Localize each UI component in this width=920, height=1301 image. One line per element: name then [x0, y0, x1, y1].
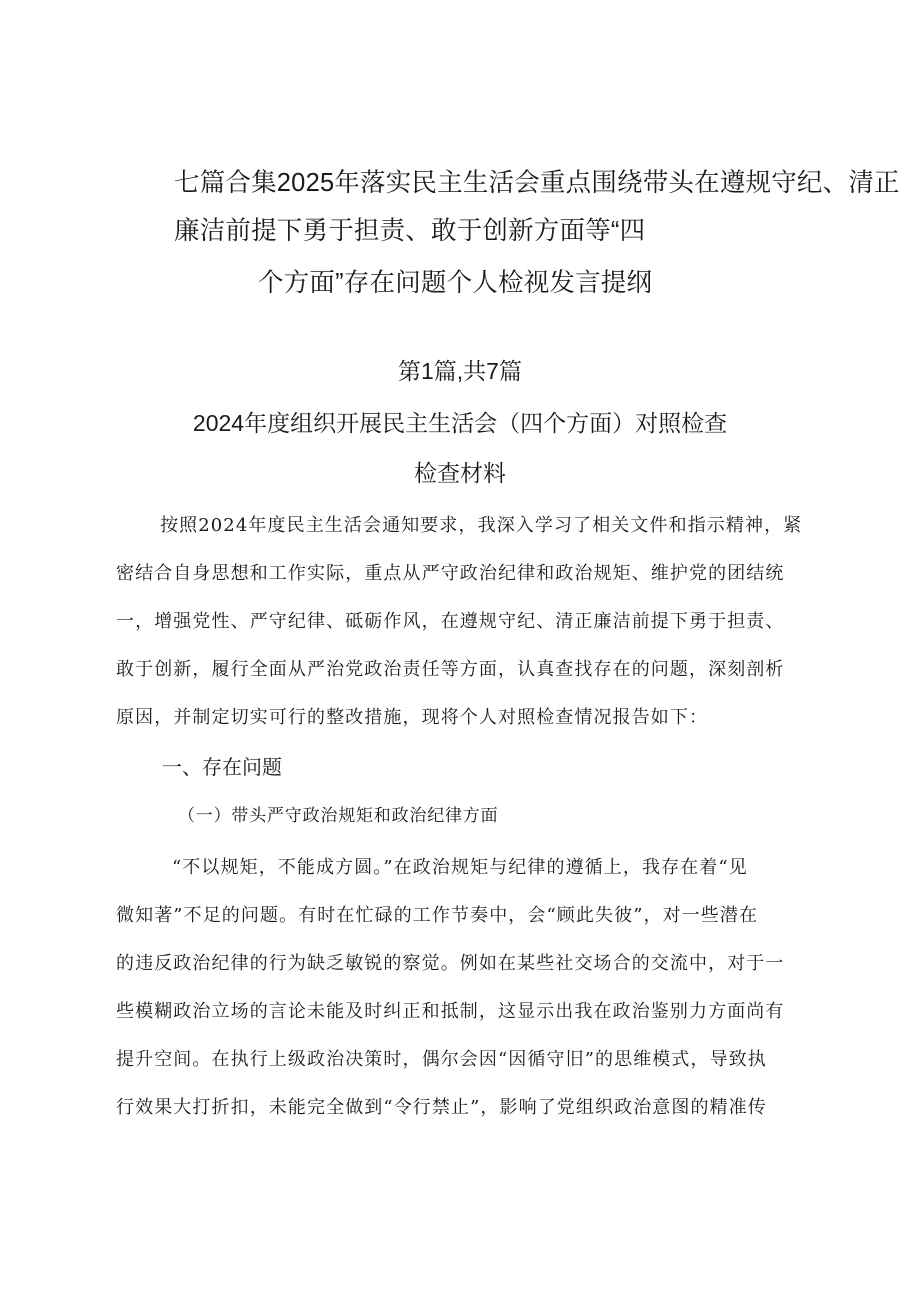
body-paragraph-line: 提升空间。在执行上级政治决策时，偶尔会因“因循守旧”的思维模式，导致执: [116, 1049, 767, 1070]
subsection-heading: （一）带头严守政治规矩和政治纪律方面: [178, 806, 499, 826]
document-title-line-3: 个方面”存在问题个人检视发言提纲: [258, 269, 653, 297]
body-paragraph-line: 行效果大打折扣，未能完全做到“令行禁止”，影响了党组织政治意图的精准传: [116, 1097, 767, 1118]
intro-paragraph-line: 按照2024年度民主生活会通知要求，我深入学习了相关文件和指示精神，紧: [160, 515, 803, 536]
body-paragraph-line: “不以规矩，不能成方圆。”在政治规矩与纪律的遵循上，我存在着“见: [172, 857, 748, 878]
intro-paragraph-line: 一，增强党性、严守纪律、砥砺作风，在遵规守纪、清正廉洁前提下勇于担责、: [116, 611, 785, 632]
intro-paragraph-line: 原因，并制定切实可行的整改措施，现将个人对照检查情况报告如下：: [116, 707, 709, 728]
article-title-line-1: 2024年度组织开展民主生活会（四个方面）对照检查: [192, 410, 728, 436]
body-paragraph-line: 微知著”不足的问题。有时在忙碌的工作节奏中，会“顾此失彼”，对一些潜在: [116, 905, 759, 926]
document-title-line-2: 廉洁前提下勇于担责、敢于创新方面等“四: [174, 217, 646, 245]
document-title-line-1: 七篇合集2025年落实民主生活会重点围绕带头在遵规守纪、清正: [174, 169, 900, 197]
intro-paragraph-line: 敢于创新，履行全面从严治党政治责任等方面，认真查找存在的问题，深刻剖析: [116, 659, 785, 680]
intro-paragraph-line: 密结合自身思想和工作实际，重点从严守政治纪律和政治规矩、维护党的团结统: [116, 563, 785, 584]
article-title-line-2: 检查材料: [414, 460, 506, 486]
body-paragraph-line: 些模糊政治立场的言论未能及时纠正和抵制，这显示出我在政治鉴别力方面尚有: [116, 1001, 785, 1022]
article-number: 第1篇,共7篇: [398, 358, 522, 384]
body-paragraph-line: 的违反政治纪律的行为缺乏敏锐的察觉。例如在某些社交场合的交流中，对于一: [116, 953, 785, 974]
section-heading: 一、存在问题: [162, 757, 282, 779]
